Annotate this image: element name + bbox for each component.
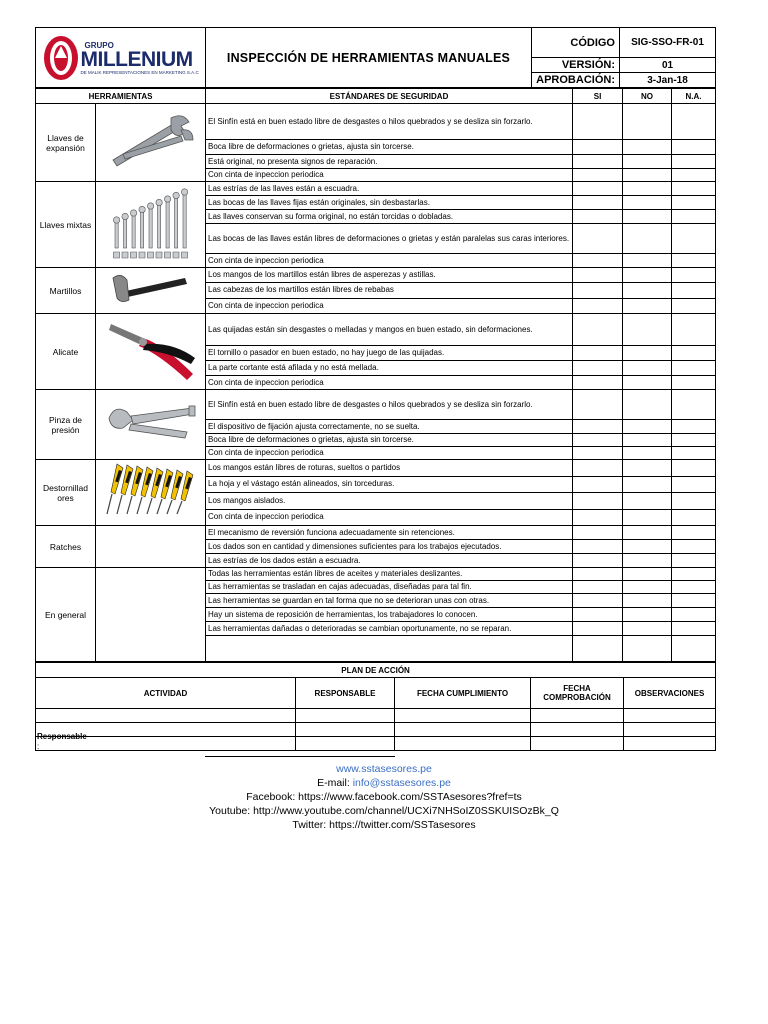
check-cell-si[interactable] bbox=[573, 346, 623, 361]
check-cell-na[interactable] bbox=[672, 361, 716, 376]
check-cell-na[interactable] bbox=[672, 104, 716, 140]
check-cell-na[interactable] bbox=[672, 346, 716, 361]
email-link[interactable]: info@sstasesores.pe bbox=[352, 777, 451, 789]
check-cell-no[interactable] bbox=[623, 526, 672, 540]
check-cell-si[interactable] bbox=[573, 509, 623, 526]
action-plan-table bbox=[35, 662, 716, 751]
check-cell-si[interactable] bbox=[573, 314, 623, 346]
check-cell-si[interactable] bbox=[573, 581, 623, 594]
check-cell-no[interactable] bbox=[623, 608, 672, 622]
plan-cell-fecha-comprobacion[interactable] bbox=[531, 737, 624, 751]
check-cell-no[interactable] bbox=[623, 169, 672, 182]
form-title: INSPECCIÓN DE HERRAMIENTAS MANUALES bbox=[206, 28, 532, 88]
check-cell-no[interactable] bbox=[623, 622, 672, 636]
check-cell-na[interactable] bbox=[672, 581, 716, 594]
check-cell-si[interactable] bbox=[573, 554, 623, 568]
standard-text: Las herramientas dañadas o deterioradas se cambian oportunamente, no se reparan. bbox=[206, 622, 573, 636]
check-cell-no[interactable] bbox=[623, 636, 672, 662]
check-cell-no[interactable] bbox=[623, 476, 672, 493]
col-na: N.A. bbox=[672, 89, 716, 104]
tool-name: Alicate bbox=[36, 314, 96, 390]
check-cell-no[interactable] bbox=[623, 376, 672, 390]
check-cell-na[interactable] bbox=[672, 196, 716, 210]
check-cell-si[interactable] bbox=[573, 298, 623, 313]
standard-text: Con cinta de inpeccion periodica bbox=[206, 254, 573, 268]
check-cell-si[interactable] bbox=[573, 493, 623, 510]
tool-image-empty bbox=[96, 526, 206, 568]
check-cell-na[interactable] bbox=[672, 434, 716, 447]
check-cell-no[interactable] bbox=[623, 581, 672, 594]
check-cell-si[interactable] bbox=[573, 476, 623, 493]
hammer-icon bbox=[96, 268, 206, 314]
standard-text: Con cinta de inpeccion periodica bbox=[206, 376, 573, 390]
logo bbox=[36, 28, 206, 88]
aprobacion-value: 3-Jan-18 bbox=[620, 73, 716, 88]
plan-cell-fecha-cumplimiento[interactable] bbox=[395, 737, 531, 751]
standard-text: Con cinta de inpeccion periodica bbox=[206, 447, 573, 460]
standard-text bbox=[206, 636, 573, 662]
standard-text: Boca libre de deformaciones o grietas, ajusta sin torcerse. bbox=[206, 434, 573, 447]
check-cell-si[interactable] bbox=[573, 568, 623, 581]
plan-cell-fecha-cumplimiento[interactable] bbox=[395, 709, 531, 723]
tool-name: Destornillad ores bbox=[36, 460, 96, 526]
check-cell-na[interactable] bbox=[672, 224, 716, 254]
standard-text: La parte cortante está afilada y no está mellada. bbox=[206, 361, 573, 376]
plan-row bbox=[36, 709, 716, 723]
check-cell-si[interactable] bbox=[573, 155, 623, 169]
version-value: 01 bbox=[620, 58, 716, 73]
check-cell-no[interactable] bbox=[623, 268, 672, 283]
tool-name: Martillos bbox=[36, 268, 96, 314]
plan-cell-fecha-comprobacion[interactable] bbox=[531, 723, 624, 737]
plan-cell-actividad[interactable] bbox=[36, 709, 296, 723]
check-cell-na[interactable] bbox=[672, 568, 716, 581]
standard-text: Hay un sistema de reposición de herramientas, los trabajadores lo conocen. bbox=[206, 608, 573, 622]
check-cell-na[interactable] bbox=[672, 169, 716, 182]
check-cell-no[interactable] bbox=[623, 314, 672, 346]
standard-text: Las estrías de las llaves están a escuadra. bbox=[206, 182, 573, 196]
plan-cell-observaciones[interactable] bbox=[624, 737, 716, 751]
check-cell-si[interactable] bbox=[573, 182, 623, 196]
check-cell-no[interactable] bbox=[623, 568, 672, 581]
responsable-colon: : bbox=[37, 742, 40, 751]
youtube-link[interactable]: Youtube: http://www.youtube.com/channel/UCXi7NHSoIZ0SSKUISOzBk_Q bbox=[209, 805, 559, 817]
check-cell-si[interactable] bbox=[573, 140, 623, 155]
check-cell-no[interactable] bbox=[623, 447, 672, 460]
check-cell-na[interactable] bbox=[672, 509, 716, 526]
check-cell-na[interactable] bbox=[672, 390, 716, 420]
pliers-icon bbox=[96, 314, 206, 390]
standard-text: Las herramientas se trasladan en cajas adecuadas, diseñadas para tal fin. bbox=[206, 581, 573, 594]
standard-text: El dispositivo de fijación ajusta correctamente, no se suelta. bbox=[206, 420, 573, 434]
standard-text: Boca libre de deformaciones o grietas, ajusta sin torcerse. bbox=[206, 140, 573, 155]
check-cell-na[interactable] bbox=[672, 376, 716, 390]
standard-text: Las bocas de las llaves están libres de deformaciones o grietas y están paralelas sus caras interiores. bbox=[206, 224, 573, 254]
check-cell-si[interactable] bbox=[573, 447, 623, 460]
check-cell-na[interactable] bbox=[672, 268, 716, 283]
checklist-row bbox=[36, 568, 716, 581]
check-cell-si[interactable] bbox=[573, 196, 623, 210]
checklist-row bbox=[36, 104, 716, 140]
check-cell-si[interactable] bbox=[573, 608, 623, 622]
plan-row bbox=[36, 723, 716, 737]
tool-name: Llaves mixtas bbox=[36, 182, 96, 268]
footer bbox=[0, 762, 768, 832]
plan-col-fecha-cumplimiento: FECHA CUMPLIMIENTO bbox=[395, 678, 531, 709]
check-cell-no[interactable] bbox=[623, 390, 672, 420]
website-link[interactable]: www.sstasesores.pe bbox=[336, 763, 432, 775]
check-cell-na[interactable] bbox=[672, 210, 716, 224]
check-cell-si[interactable] bbox=[573, 420, 623, 434]
check-cell-na[interactable] bbox=[672, 254, 716, 268]
checklist-row bbox=[36, 526, 716, 540]
standard-text: Los mangos de los martillos están libres de asperezas y astillas. bbox=[206, 268, 573, 283]
adjustable-wrench-icon bbox=[96, 104, 206, 182]
screwdriver-set-icon bbox=[96, 460, 206, 526]
checklist-table bbox=[35, 88, 716, 662]
check-cell-no[interactable] bbox=[623, 594, 672, 608]
check-cell-si[interactable] bbox=[573, 268, 623, 283]
check-cell-no[interactable] bbox=[623, 210, 672, 224]
col-no: NO bbox=[623, 89, 672, 104]
plan-col-fecha-comprobacion: FECHA COMPROBACIÓN bbox=[531, 678, 624, 709]
standard-text: Con cinta de inpeccion periodica bbox=[206, 509, 573, 526]
plan-cell-responsable[interactable] bbox=[296, 723, 395, 737]
plan-col-actividad: ACTIVIDAD bbox=[36, 678, 296, 709]
brand-small: GRUPO bbox=[84, 40, 114, 50]
check-cell-na[interactable] bbox=[672, 298, 716, 313]
check-cell-no[interactable] bbox=[623, 346, 672, 361]
plan-cell-observaciones[interactable] bbox=[624, 723, 716, 737]
standard-text: Las quijadas están sin desgastes o melladas y mangos en buen estado, sin deformaciones. bbox=[206, 314, 573, 346]
plan-cell-fecha-comprobacion[interactable] bbox=[531, 709, 624, 723]
codigo-value: SIG-SSO-FR-01 bbox=[620, 28, 716, 58]
check-cell-si[interactable] bbox=[573, 540, 623, 554]
check-cell-na[interactable] bbox=[672, 608, 716, 622]
signature-line[interactable] bbox=[205, 756, 395, 757]
standard-text: El Sinfín está en buen estado libre de desgastes o hilos quebrados y se desliza sin forzarlo. bbox=[206, 390, 573, 420]
col-si: SI bbox=[573, 89, 623, 104]
check-cell-no[interactable] bbox=[623, 254, 672, 268]
plan-col-observaciones: OBSERVACIONES bbox=[624, 678, 716, 709]
checklist-row bbox=[36, 314, 716, 346]
check-cell-na[interactable] bbox=[672, 283, 716, 298]
plan-cell-responsable[interactable] bbox=[296, 737, 395, 751]
check-cell-si[interactable] bbox=[573, 460, 623, 477]
plan-row bbox=[36, 737, 716, 751]
responsable-label: Responsable bbox=[37, 732, 87, 741]
standard-text: Las herramientas se guardan en tal forma que no se deterioran unas con otras. bbox=[206, 594, 573, 608]
inspection-form bbox=[35, 27, 715, 751]
check-cell-si[interactable] bbox=[573, 622, 623, 636]
standard-text: Está original, no presenta signos de reparación. bbox=[206, 155, 573, 169]
standard-text: Con cinta de inpeccion periodica bbox=[206, 169, 573, 182]
check-cell-no[interactable] bbox=[623, 460, 672, 477]
tool-name: En general bbox=[36, 568, 96, 662]
check-cell-na[interactable] bbox=[672, 493, 716, 510]
check-cell-si[interactable] bbox=[573, 390, 623, 420]
twitter-link[interactable]: Twitter: https://twitter.com/SSTasesores bbox=[292, 819, 476, 831]
col-herramientas: HERRAMIENTAS bbox=[36, 89, 206, 104]
check-cell-no[interactable] bbox=[623, 283, 672, 298]
standard-text: Los mangos aislados. bbox=[206, 493, 573, 510]
check-cell-na[interactable] bbox=[672, 420, 716, 434]
check-cell-na[interactable] bbox=[672, 594, 716, 608]
check-cell-si[interactable] bbox=[573, 526, 623, 540]
tool-image-empty bbox=[96, 568, 206, 662]
plan-title: PLAN DE ACCIÓN bbox=[36, 663, 716, 678]
brand-subtitle: DE MALIK REPRESENTACIONES EN MARKETING S.A.C bbox=[80, 69, 199, 75]
standard-text: Las cabezas de los martillos están libres de rebabas bbox=[206, 283, 573, 298]
check-cell-si[interactable] bbox=[573, 361, 623, 376]
standard-text: Todas las herramientas están libres de aceites y materiales deslizantes. bbox=[206, 568, 573, 581]
check-cell-na[interactable] bbox=[672, 554, 716, 568]
check-cell-si[interactable] bbox=[573, 210, 623, 224]
plan-cell-fecha-cumplimiento[interactable] bbox=[395, 723, 531, 737]
plan-cell-observaciones[interactable] bbox=[624, 709, 716, 723]
checklist-row bbox=[36, 460, 716, 477]
tool-name: Pinza de presión bbox=[36, 390, 96, 460]
tool-name: Ratches bbox=[36, 526, 96, 568]
check-cell-no[interactable] bbox=[623, 104, 672, 140]
facebook-link[interactable]: Facebook: https://www.facebook.com/SSTAsesores?fref=ts bbox=[246, 791, 522, 803]
aprobacion-label: APROBACIÓN: bbox=[532, 73, 620, 88]
check-cell-na[interactable] bbox=[672, 314, 716, 346]
check-cell-si[interactable] bbox=[573, 594, 623, 608]
check-cell-na[interactable] bbox=[672, 140, 716, 155]
check-cell-si[interactable] bbox=[573, 434, 623, 447]
check-cell-no[interactable] bbox=[623, 155, 672, 169]
check-cell-no[interactable] bbox=[623, 182, 672, 196]
check-cell-no[interactable] bbox=[623, 420, 672, 434]
check-cell-na[interactable] bbox=[672, 182, 716, 196]
check-cell-no[interactable] bbox=[623, 140, 672, 155]
standard-text: El Sinfín está en buen estado libre de desgastes o hilos quebrados y se desliza sin forzarlo. bbox=[206, 104, 573, 140]
combination-wrench-set-icon bbox=[96, 182, 206, 268]
check-cell-si[interactable] bbox=[573, 283, 623, 298]
checklist-row bbox=[36, 182, 716, 196]
check-cell-na[interactable] bbox=[672, 636, 716, 662]
check-cell-na[interactable] bbox=[672, 622, 716, 636]
check-cell-si[interactable] bbox=[573, 169, 623, 182]
col-estandares: ESTÁNDARES DE SEGURIDAD bbox=[206, 89, 573, 104]
check-cell-si[interactable] bbox=[573, 104, 623, 140]
standard-text: El tornillo o pasador en buen estado, no hay juego de las quijadas. bbox=[206, 346, 573, 361]
standard-text: Los mangos están libres de roturas, sueltos o partidos bbox=[206, 460, 573, 477]
check-cell-si[interactable] bbox=[573, 254, 623, 268]
version-label: VERSIÓN: bbox=[532, 58, 620, 73]
standard-text: Las bocas de las llaves fijas están originales, sin desbastarlas. bbox=[206, 196, 573, 210]
check-cell-no[interactable] bbox=[623, 540, 672, 554]
plan-cell-responsable[interactable] bbox=[296, 709, 395, 723]
check-cell-si[interactable] bbox=[573, 636, 623, 662]
check-cell-no[interactable] bbox=[623, 298, 672, 313]
email-label: E-mail: bbox=[317, 777, 353, 789]
tool-name: Llaves de expansión bbox=[36, 104, 96, 182]
check-cell-no[interactable] bbox=[623, 434, 672, 447]
check-cell-no[interactable] bbox=[623, 224, 672, 254]
standard-text: Con cinta de inpeccion periodica bbox=[206, 298, 573, 313]
brand-name: MILLENIUM bbox=[80, 47, 193, 71]
check-cell-si[interactable] bbox=[573, 376, 623, 390]
checklist-row bbox=[36, 390, 716, 420]
check-cell-si[interactable] bbox=[573, 224, 623, 254]
standard-text: Los dados son en cantidad y dimensiones suficientes para los trabajos ejecutados. bbox=[206, 540, 573, 554]
standard-text: Las llaves conservan su forma original, no están torcidas o dobladas. bbox=[206, 210, 573, 224]
header-table bbox=[35, 27, 716, 88]
codigo-label: CÓDIGO bbox=[532, 28, 620, 58]
standard-text: El mecanismo de reversión funciona adecuadamente sin retenciones. bbox=[206, 526, 573, 540]
plan-col-responsable: RESPONSABLE bbox=[296, 678, 395, 709]
check-cell-na[interactable] bbox=[672, 447, 716, 460]
check-cell-no[interactable] bbox=[623, 196, 672, 210]
check-cell-no[interactable] bbox=[623, 493, 672, 510]
check-cell-no[interactable] bbox=[623, 554, 672, 568]
check-cell-na[interactable] bbox=[672, 476, 716, 493]
check-cell-na[interactable] bbox=[672, 155, 716, 169]
standard-text: La hoja y el vástago están alineados, sin torceduras. bbox=[206, 476, 573, 493]
check-cell-no[interactable] bbox=[623, 509, 672, 526]
check-cell-no[interactable] bbox=[623, 361, 672, 376]
locking-pliers-icon bbox=[96, 390, 206, 460]
check-cell-na[interactable] bbox=[672, 526, 716, 540]
check-cell-na[interactable] bbox=[672, 460, 716, 477]
standard-text: Las estrías de los dados están a escuadra. bbox=[206, 554, 573, 568]
check-cell-na[interactable] bbox=[672, 540, 716, 554]
checklist-row bbox=[36, 268, 716, 283]
